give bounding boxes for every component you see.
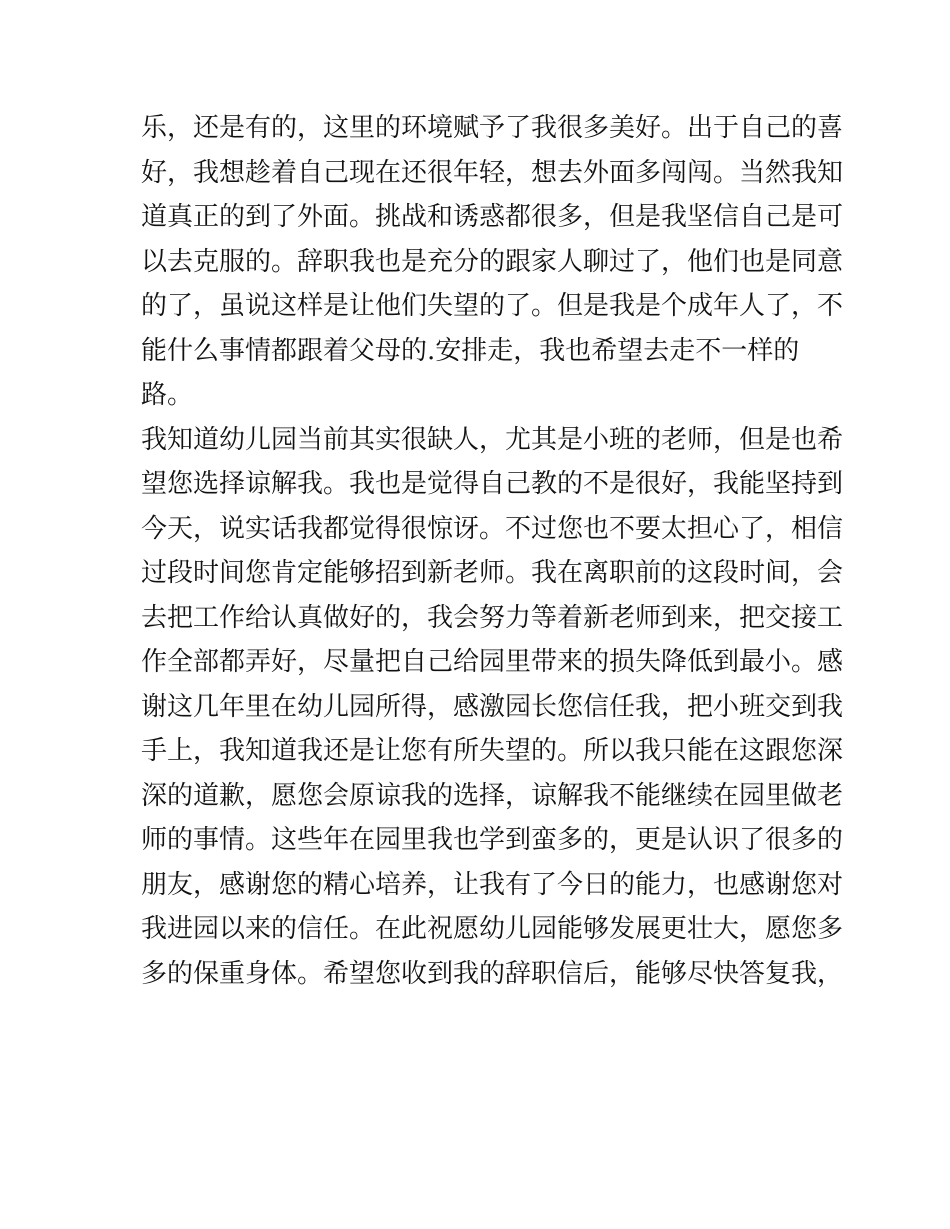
text-line: 谢这几年里在幼儿园所得，感激园长您信任我，把小班交到我 [141, 691, 844, 722]
text-line: 深的道歉，愿您会原谅我的选择，谅解我不能继续在园里做老 [141, 780, 844, 811]
text-line: 过段时间您肯定能够招到新老师。我在离职前的这段时间，会 [141, 558, 844, 588]
text-line: 好，我想趁着自己现在还很年轻，想去外面多闯闯。当然我知 [141, 157, 844, 188]
text-line: 去把工作给认真做好的，我会努力等着新老师到来，把交接工 [141, 602, 844, 633]
text-line: 的了，虽说这样是让他们失望的了。但是我是个成年人了，不 [141, 291, 844, 321]
text-line: 朋友，感谢您的精心培养，让我有了今日的能力，也感谢您对 [141, 869, 844, 900]
text-line: 路。 [141, 380, 194, 410]
text-line: 以去克服的。辞职我也是充分的跟家人聊过了，他们也是同意 [141, 246, 844, 277]
resignation-letter-body [141, 106, 844, 996]
text-line: 能什么事情都跟着父母的.安排走，我也希望去走不一样的 [141, 335, 800, 366]
text-line: 手上，我知道我还是让您有所失望的。所以我只能在这跟您深 [141, 736, 844, 766]
text-line: 作全部都弄好，尽量把自己给园里带来的损失降低到最小。感 [141, 647, 844, 677]
text-line: 多的保重身体。希望您收到我的辞职信后，能够尽快答复我， [141, 958, 844, 989]
text-line: 我知道幼儿园当前其实很缺人，尤其是小班的老师，但是也希 [141, 424, 844, 455]
text-line: 道真正的到了外面。挑战和诱惑都很多，但是我坚信自己是可 [141, 202, 844, 232]
text-line: 今天，说实话我都觉得很惊讶。不过您也不要太担心了，相信 [141, 513, 844, 544]
text-line: 乐，还是有的，这里的环境赋予了我很多美好。出于自己的喜 [141, 113, 844, 143]
text-line: 师的事情。这些年在园里我也学到蛮多的，更是认识了很多的 [141, 825, 844, 855]
text-line: 望您选择谅解我。我也是觉得自己教的不是很好，我能坚持到 [141, 469, 844, 499]
text-line: 我进园以来的信任。在此祝愿幼儿园能够发展更壮大，愿您多 [141, 914, 844, 944]
